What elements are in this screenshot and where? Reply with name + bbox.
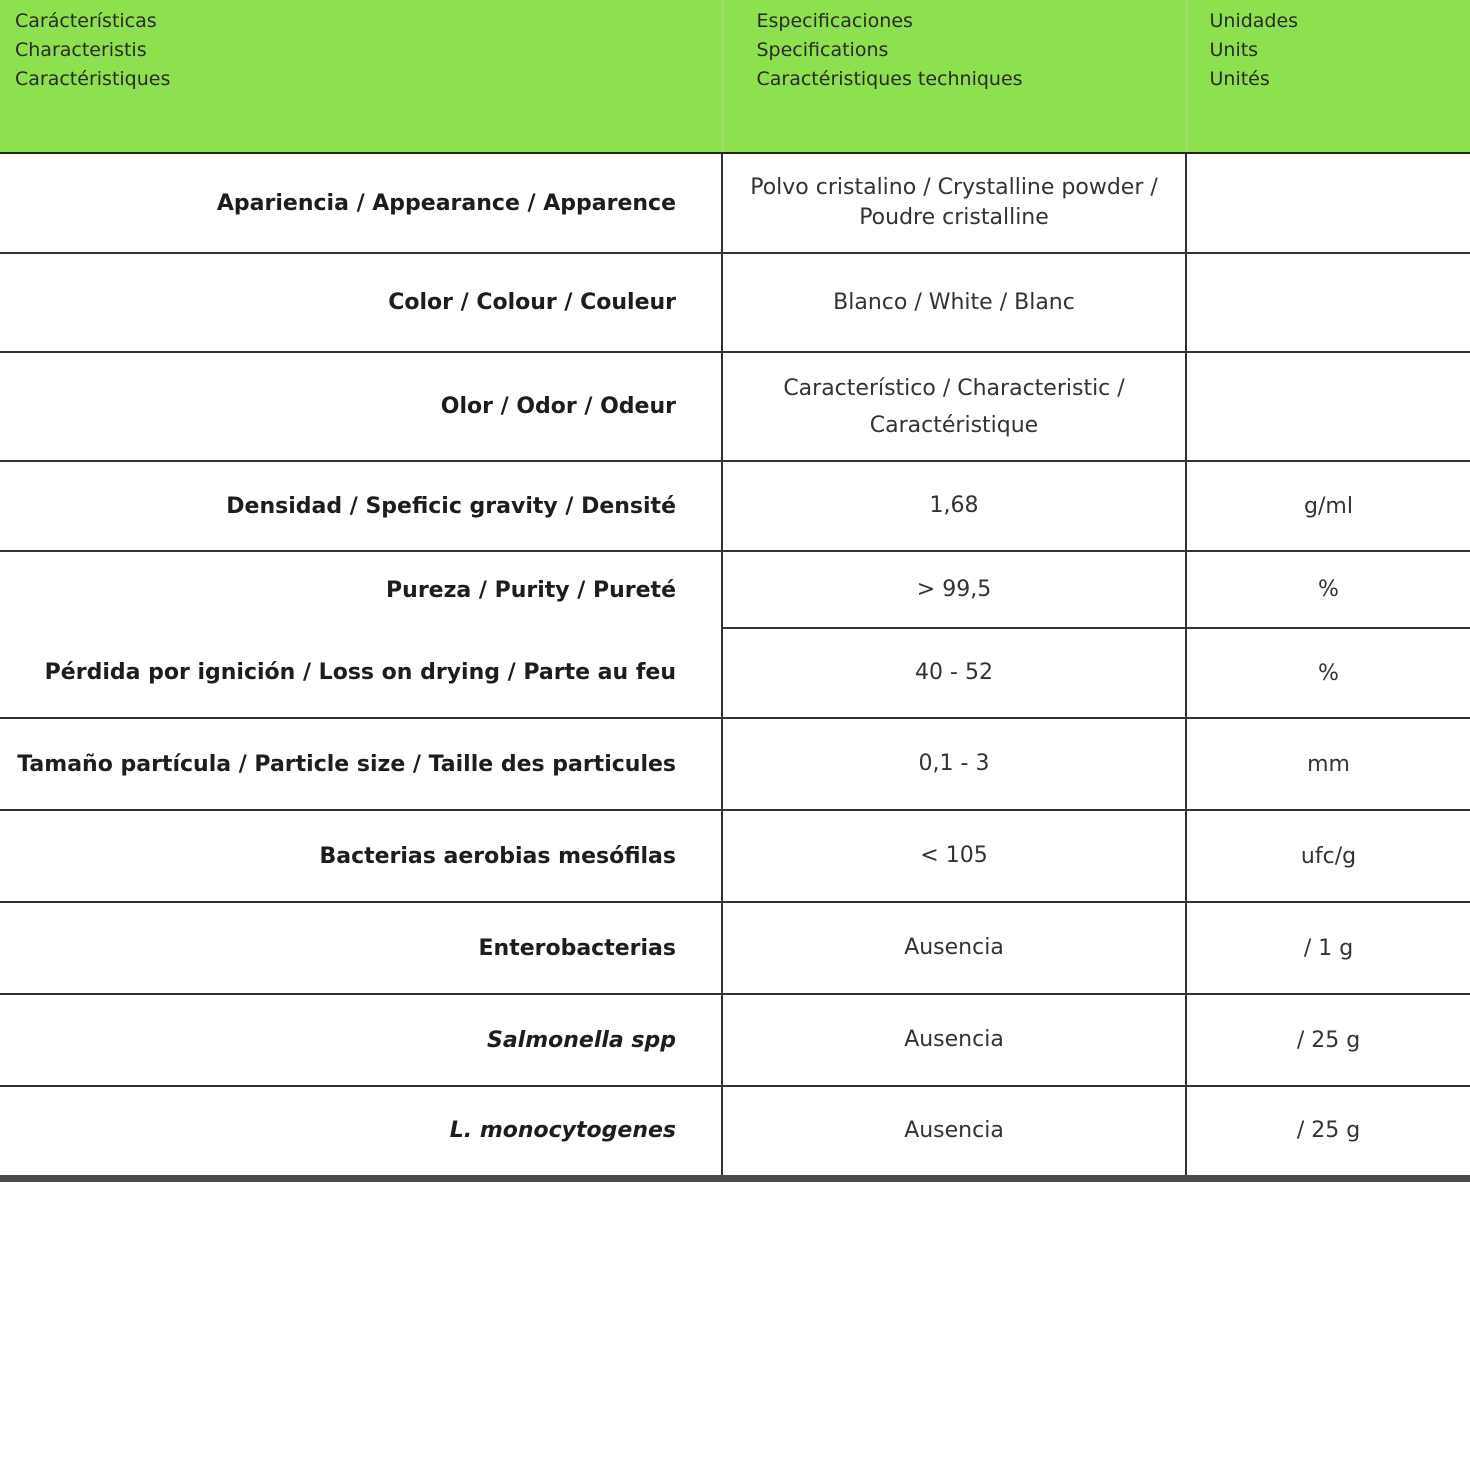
header-specifications-fr: Caractéristiques techniques	[756, 68, 1023, 90]
row-unit: / 1 g	[1186, 902, 1470, 994]
row-unit: g/ml	[1186, 461, 1470, 551]
table-row	[0, 253, 1470, 352]
row-unit: / 25 g	[1186, 1086, 1470, 1178]
header-units-fr: Unités	[1209, 68, 1270, 90]
table-row	[0, 153, 1470, 253]
row-label: L. monocytogenes	[0, 1086, 722, 1178]
table-row	[0, 628, 1470, 718]
row-value: < 105	[722, 810, 1186, 902]
row-value: Blanco / White / Blanc	[722, 253, 1186, 352]
row-value: > 99,5	[722, 551, 1186, 628]
table-row	[0, 551, 1470, 628]
row-label: Pureza / Purity / Pureté	[0, 551, 722, 628]
row-unit	[1186, 153, 1470, 253]
row-label: Apariencia / Appearance / Apparence	[0, 153, 722, 253]
header-characteristics	[0, 0, 722, 153]
table-row	[0, 352, 1470, 461]
row-label: Enterobacterias	[0, 902, 722, 994]
row-value: Ausencia	[722, 994, 1186, 1086]
table-row	[0, 718, 1470, 810]
row-label: Salmonella spp	[0, 994, 722, 1086]
header-units-es: Unidades	[1209, 10, 1299, 32]
header-specifications-en: Specifications	[756, 39, 889, 61]
row-value: Ausencia	[722, 902, 1186, 994]
row-unit	[1186, 352, 1470, 461]
row-unit: ufc/g	[1186, 810, 1470, 902]
row-value: 1,68	[722, 461, 1186, 551]
row-unit: %	[1186, 551, 1470, 628]
row-unit: / 25 g	[1186, 994, 1470, 1086]
row-label: Pérdida por ignición / Loss on drying / Parte au feu	[44, 660, 676, 685]
row-value: 40 - 52	[722, 628, 1186, 718]
table-row	[0, 461, 1470, 551]
header-row	[0, 0, 1470, 153]
row-label: Olor / Odor / Odeur	[0, 352, 722, 461]
row-label: Tamaño partícula / Particle size / Taille des particules	[0, 718, 722, 810]
row-label: Color / Colour / Couleur	[0, 253, 722, 352]
header-characteristics-fr: Caractéristiques	[15, 68, 171, 90]
row-value: Polvo cristalino / Crystalline powder / Poudre cristalline	[722, 153, 1186, 253]
header-units-en: Units	[1209, 39, 1259, 61]
header-characteristics-es: Carácterísticas	[15, 10, 157, 32]
header-specifications-es: Especificaciones	[756, 10, 913, 32]
row-value: 0,1 - 3	[722, 718, 1186, 810]
row-unit: mm	[1186, 718, 1470, 810]
header-specifications	[722, 0, 1186, 153]
row-unit	[1186, 253, 1470, 352]
table-row	[0, 810, 1470, 902]
row-value: Ausencia	[722, 1086, 1186, 1178]
table-row	[0, 1086, 1470, 1178]
row-label: Densidad / Speficic gravity / Densité	[0, 461, 722, 551]
header-characteristics-en: Characteristis	[15, 39, 147, 61]
table-row	[0, 902, 1470, 994]
row-unit: %	[1186, 628, 1470, 718]
row-value: Característico / Characteristic / Caractéristique	[722, 352, 1186, 461]
header-units	[1186, 0, 1470, 153]
table-row	[0, 994, 1470, 1086]
row-label: Bacterias aerobias mesófilas	[0, 810, 722, 902]
